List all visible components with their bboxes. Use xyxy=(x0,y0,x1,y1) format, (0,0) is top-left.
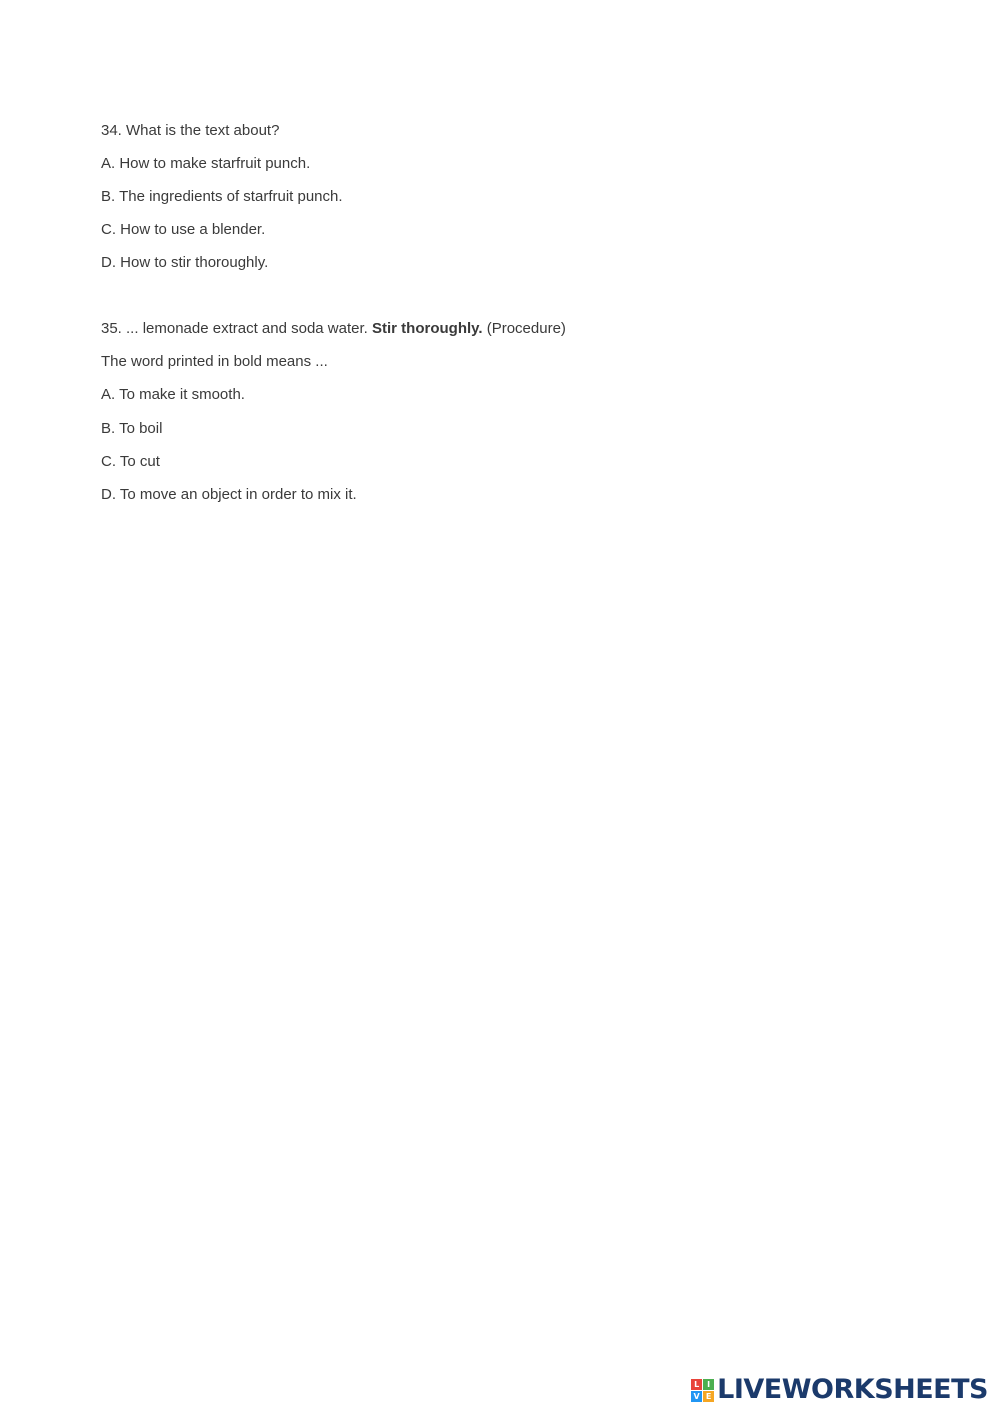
question-35-text xyxy=(101,319,566,339)
question-35-suffix: (Procedure) xyxy=(482,320,566,337)
logo-letter-v: V xyxy=(691,1391,702,1402)
liveworksheets-logo xyxy=(691,1374,988,1406)
question-35-option-b: B. To boil xyxy=(101,420,163,437)
logo-letter-l: L xyxy=(691,1379,702,1390)
question-34-option-d: D. How to stir thoroughly. xyxy=(101,254,269,271)
question-34-text: 34. What is the text about? xyxy=(101,122,280,139)
question-35-prefix: 35. ... lemonade extract and soda water. xyxy=(101,320,372,337)
question-34-option-c: C. How to use a blender. xyxy=(101,221,266,238)
question-35-option-a: A. To make it smooth. xyxy=(101,386,245,403)
live-grid-icon xyxy=(691,1379,714,1402)
logo-letter-i: I xyxy=(703,1379,714,1390)
question-35-prompt: The word printed in bold means ... xyxy=(101,353,328,370)
question-34-option-a: A. How to make starfruit punch. xyxy=(101,155,311,172)
logo-letter-e: E xyxy=(703,1391,714,1402)
question-35-option-d: D. To move an object in order to mix it. xyxy=(101,486,357,503)
logo-text: LIVEWORKSHEETS xyxy=(717,1374,988,1405)
question-35-option-c: C. To cut xyxy=(101,453,160,470)
question-35-bold-phrase: Stir thoroughly. xyxy=(372,320,483,337)
question-34-option-b: B. The ingredients of starfruit punch. xyxy=(101,188,343,205)
